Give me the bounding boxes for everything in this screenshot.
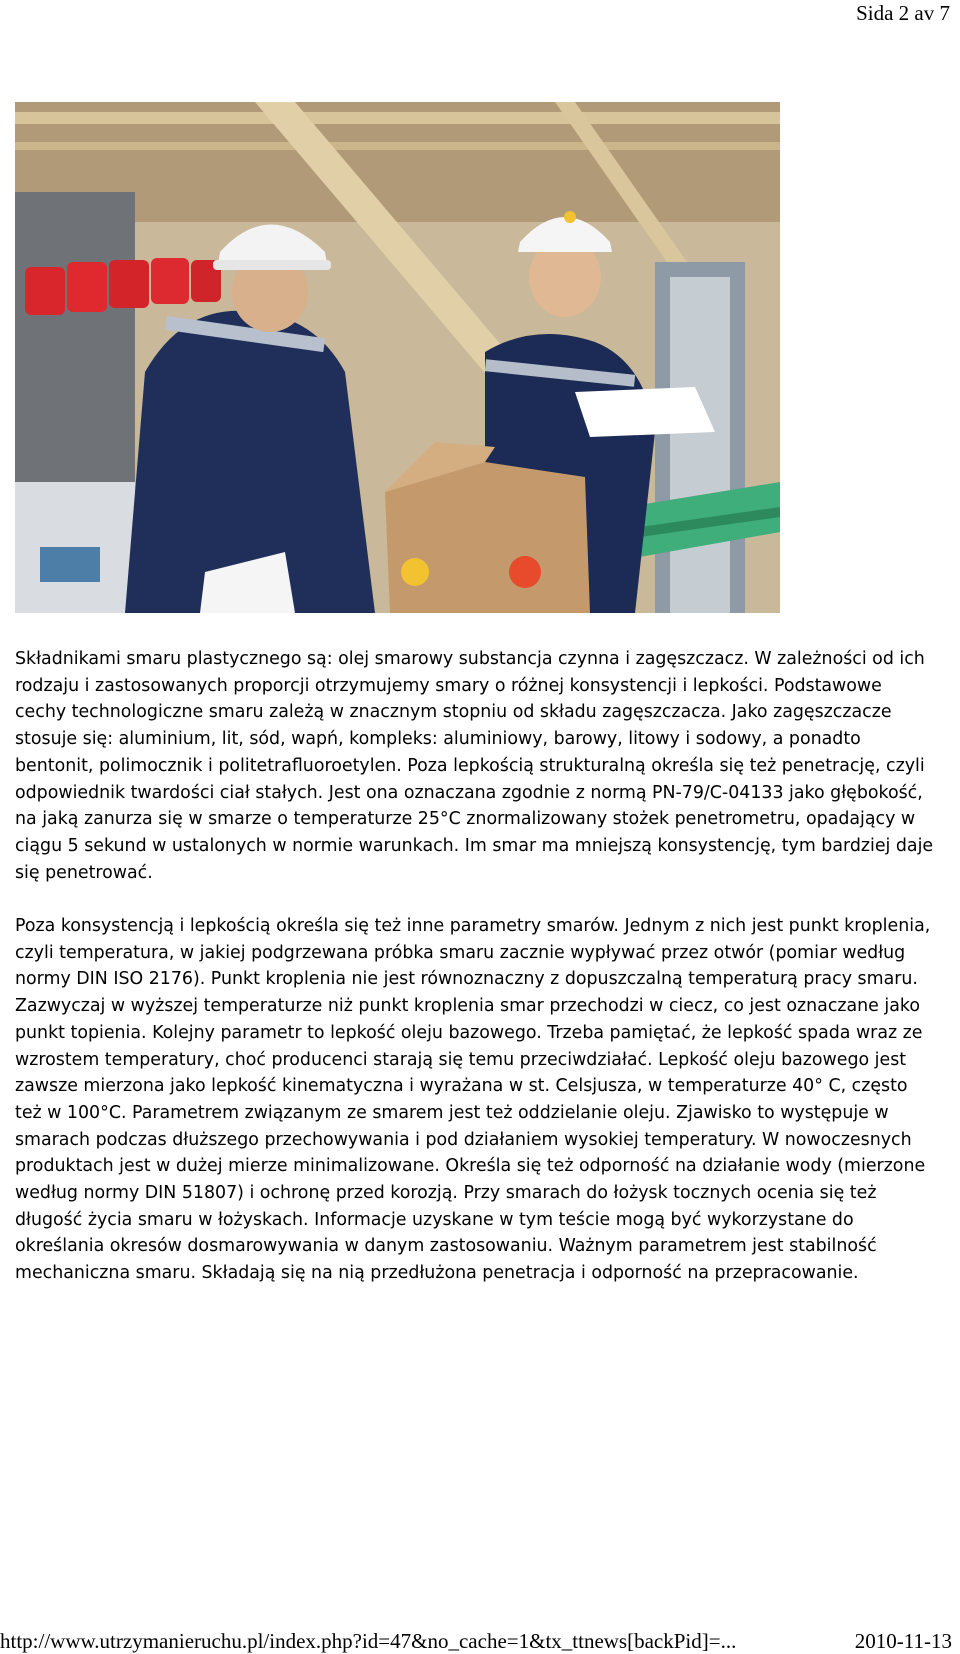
article-paragraph: Składnikami smaru plastycznego są: olej smarowy substancja czynna i zagęszczacz. W zależności od ich rodzaju i zastosowanych proporcji otrzymujemy smary o różnej konsystencji i lepkości. Podstawowe cechy technologiczne smaru zależą w znacznym stopniu od składu zagęszczacza. Jako zagęszczacze stosuje się: aluminium, lit, sód, wapń, kompleks: aluminiowy, barowy, litowy i sodowy, a ponadto bentonit, polimocznik i politetrafluoroetylen. Poza lepkością strukturalną określa się też penetrację, czyli odpowiednik twardości ciał stałych. Jest ona oznaczana zgodnie z normą PN-79/C-04133 jako głębokość, na jaką zanurza się w smarze o temperaturze 25°C znormalizowany stożek penetrometru, opadający w ciągu 5 sekund w ustalonych w normie warunkach. Im smar ma mniejszą konsystencję, tym bardziej daje się penetrować.	[15, 649, 934, 883]
article-body	[15, 646, 935, 1314]
article-paragraph: Poza konsystencją i lepkością określa się też inne parametry smarów. Jednym z nich jest punkt kroplenia, czyli temperatura, w jakiej podgrzewana próbka smaru zacznie wypływać przez otwór (pomiar według normy DIN ISO 2176). Punkt kroplenia nie jest równoznaczny z dopuszczalną temperaturą pracy smaru. Zazwyczaj w wyższej temperaturze niż punkt kroplenia smar przechodzi w ciecz, co jest oznaczane jako punkt topienia. Kolejny parametr to lepkość oleju bazowego. Trzeba pamiętać, że lepkość spada wraz ze wzrostem temperatury, choć producenci starają się temu przeciwdziałać. Lepkość oleju bazowego jest zawsze mierzona jako lepkość kinematyczna i wyrażana w st. Celsjusza, w temperaturze 40° C, często też w 100°C. Parametrem związanym ze smarem jest też oddzielanie oleju. Zjawisko to występuje w smarach podczas dłuższego przechowywania i pod działaniem wysokiej temperatury. W nowoczesnych produktach jest w dużej mierze minimalizowane. Określa się też odporność na działanie wody (mierzone według normy DIN 51807) i ochronę przed korozją. Przy smarach do łożysk tocznych ocenia się też długość życia smaru w łożyskach. Informacje uzyskane w tym teście mogą być wykorzystane do określania okresów dosmarowywania w danym zastosowaniu. Ważnym parametrem jest stabilność mechaniczna smaru. Składają się na nią przedłużona penetracja i odporność na przepracowanie.	[15, 916, 931, 1284]
footer-url: http://www.utrzymanieruchu.pl/index.php?id=47&no_cache=1&tx_ttnews[backPid]=...	[0, 1629, 737, 1653]
article-photo	[15, 102, 780, 613]
page-number: Sida 2 av 7	[856, 1, 950, 25]
footer-date: 2010-11-13	[854, 1629, 952, 1653]
